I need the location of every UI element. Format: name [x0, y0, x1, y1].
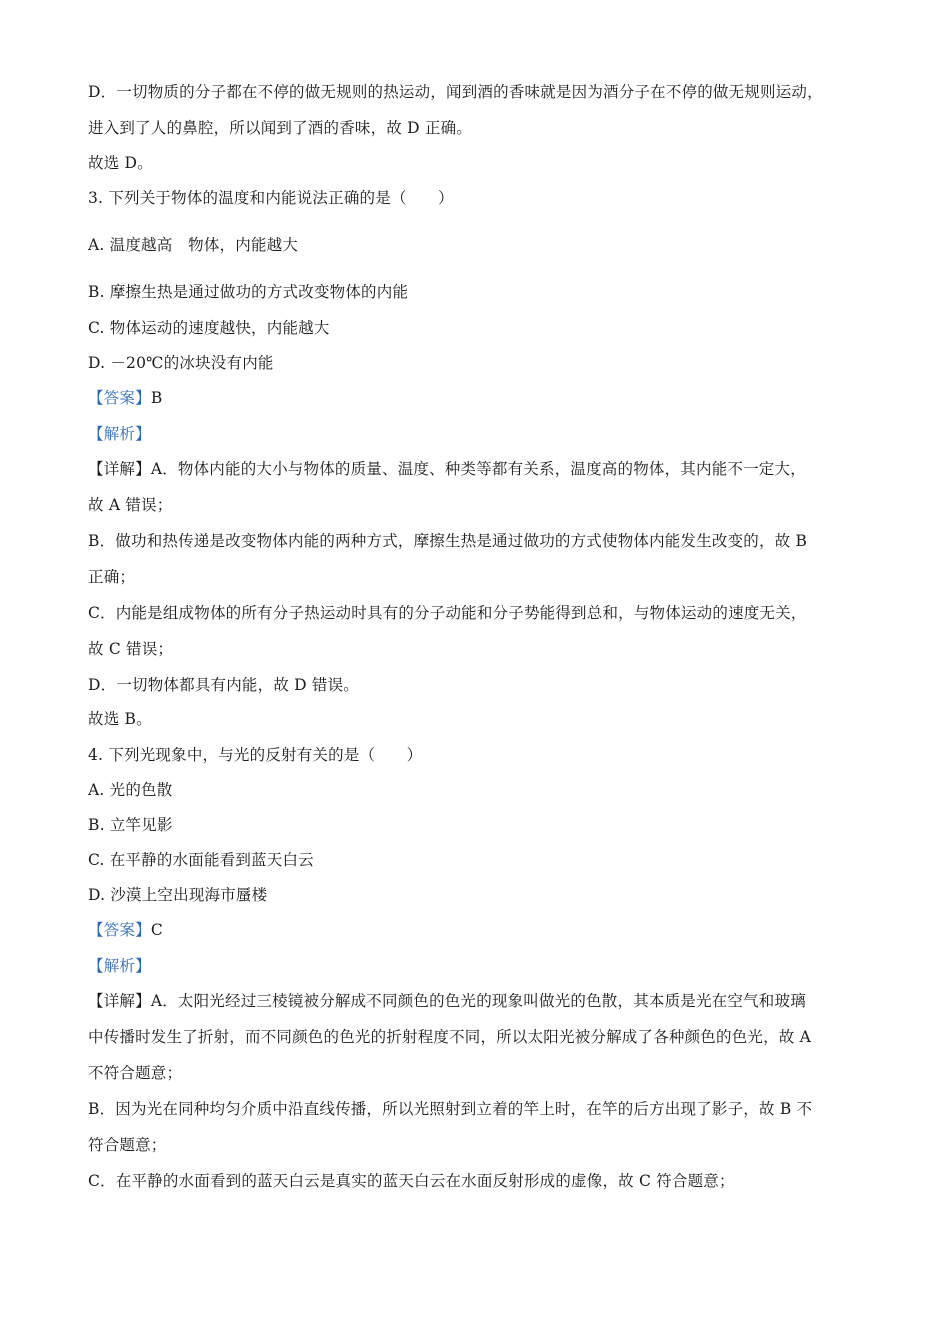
answer-label: 【答案】 [88, 921, 151, 939]
q4-detail-line1: 【详解】A．太阳光经过三棱镜被分解成不同颜色的色光的现象叫做光的色散，其本质是光在空气和玻璃 [88, 992, 806, 1010]
q3-option-a: A. 温度越高 物体，内能越大 [88, 236, 299, 254]
q3-option-d: D. －20℃的冰块没有内能 [88, 354, 274, 372]
q3-analysis-label [88, 424, 868, 444]
q4-answer: 【答案】C [88, 921, 163, 939]
q2-option-d-explanation-line2: 进入到了人的鼻腔，所以闻到了酒的香味，故 D 正确。 [88, 119, 472, 137]
q4-option-b: B. 立竿见影 [88, 816, 173, 834]
detail-label: 【详解】 [88, 460, 151, 478]
answer-label: 【答案】 [88, 389, 151, 407]
q4-detail-line6: C．在平静的水面看到的蓝天白云是真实的蓝天白云在水面反射形成的虚像，故 C 符合题意； [88, 1172, 735, 1190]
q3-detail-line2: 故 A 错误； [88, 496, 173, 514]
q4-option-a: A. 光的色散 [88, 781, 173, 799]
analysis-label: 【解析】 [88, 957, 151, 975]
q3-detail-line7: D．一切物体都具有内能，故 D 错误。 [88, 676, 360, 694]
detail-label: 【详解】 [88, 992, 151, 1010]
q3-stem: 3. 下列关于物体的温度和内能说法正确的是（ ） [88, 189, 454, 207]
q4-stem: 4. 下列光现象中，与光的反射有关的是（ ） [88, 746, 423, 764]
q3-detail-line5: C．内能是组成物体的所有分子热运动时具有的分子动能和分子势能得到总和，与物体运动的速度无关， [88, 604, 807, 622]
q4-detail-line2: 中传播时发生了折射，而不同颜色的色光的折射程度不同，所以太阳光被分解成了各种颜色的色光，故 A [88, 1028, 812, 1046]
q3-option-c: C. 物体运动的速度越快，内能越大 [88, 319, 330, 337]
q4-detail-line4: B．因为光在同种均匀介质中沿直线传播，所以光照射到立着的竿上时，在竿的后方出现了影子，故 B 不 [88, 1100, 813, 1118]
analysis-label: 【解析】 [88, 425, 151, 443]
q3-conclusion: 故选 B。 [88, 710, 152, 728]
q4-analysis-label [88, 956, 868, 976]
q3-detail-line4: 正确； [88, 568, 136, 586]
q2-option-d-explanation-line1: D．一切物质的分子都在不停的做无规则的热运动，闻到酒的香味就是因为酒分子在不停的做无规则运动， [88, 83, 823, 101]
q3-option-b: B. 摩擦生热是通过做功的方式改变物体的内能 [88, 283, 409, 301]
q4-option-d: D. 沙漠上空出现海市蜃楼 [88, 886, 268, 904]
q3-detail-line1: 【详解】A．物体内能的大小与物体的质量、温度、种类等都有关系，温度高的物体，其内能不一定大， [88, 460, 806, 478]
q3-detail-line3: B．做功和热传递是改变物体内能的两种方式，摩擦生热是通过做功的方式使物体内能发生改变的，故 B [88, 532, 808, 550]
q3-answer: 【答案】B [88, 389, 163, 407]
q4-detail-line5: 符合题意； [88, 1136, 167, 1154]
q2-conclusion: 故选 D。 [88, 154, 153, 172]
q4-detail-line3: 不符合题意； [88, 1064, 183, 1082]
q4-option-c: C. 在平静的水面能看到蓝天白云 [88, 851, 314, 869]
q3-detail-line6: 故 C 错误； [88, 640, 174, 658]
